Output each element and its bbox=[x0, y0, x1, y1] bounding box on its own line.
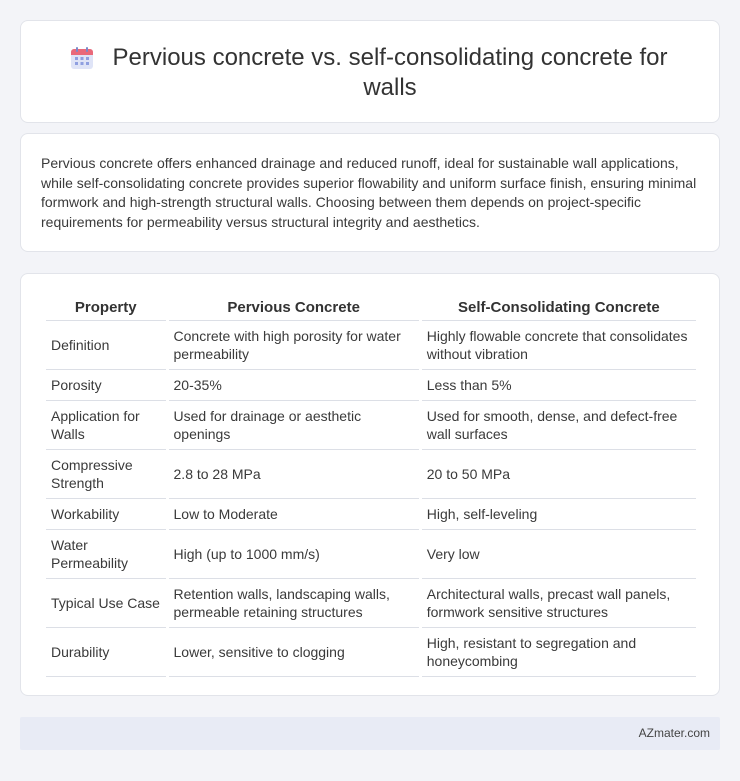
cell-scc: Very low bbox=[422, 530, 696, 579]
cell-pervious: Low to Moderate bbox=[169, 499, 419, 530]
cell-scc: Used for smooth, dense, and defect-free wall surfaces bbox=[422, 401, 696, 450]
cell-pervious: Concrete with high porosity for water permeability bbox=[169, 321, 419, 370]
page-title: Pervious concrete vs. self-consolidating concrete for walls bbox=[112, 44, 668, 101]
header-scc: Self-Consolidating Concrete bbox=[422, 294, 696, 321]
footer-site-link[interactable]: AZmater.com bbox=[638, 726, 710, 740]
table-row bbox=[46, 321, 696, 370]
table-row bbox=[46, 370, 696, 401]
header-property: Property bbox=[46, 294, 166, 321]
table-row bbox=[46, 401, 696, 450]
cell-scc: High, self-leveling bbox=[422, 499, 696, 530]
table-row bbox=[46, 579, 696, 628]
cell-property: Compressive Strength bbox=[46, 450, 166, 499]
footer-bar bbox=[20, 717, 720, 750]
cell-pervious: Lower, sensitive to clogging bbox=[169, 628, 419, 677]
comparison-table bbox=[43, 294, 699, 677]
comparison-card bbox=[20, 273, 720, 696]
cell-property: Application for Walls bbox=[46, 401, 166, 450]
cell-scc: 20 to 50 MPa bbox=[422, 450, 696, 499]
table-row bbox=[46, 450, 696, 499]
table-row bbox=[46, 530, 696, 579]
cell-property: Durability bbox=[46, 628, 166, 677]
cell-property: Porosity bbox=[46, 370, 166, 401]
cell-pervious: 2.8 to 28 MPa bbox=[169, 450, 419, 499]
cell-property: Typical Use Case bbox=[46, 579, 166, 628]
header-pervious: Pervious Concrete bbox=[169, 294, 419, 321]
intro-card bbox=[20, 133, 720, 252]
cell-property: Water Permeability bbox=[46, 530, 166, 579]
cell-scc: Less than 5% bbox=[422, 370, 696, 401]
table-row bbox=[46, 628, 696, 677]
cell-pervious: High (up to 1000 mm/s) bbox=[169, 530, 419, 579]
intro-paragraph: Pervious concrete offers enhanced drainage and reduced runoff, ideal for sustainable wall applications, while self-consolidating concrete provides superior flowability and uniform surface finish, ensuring minimal formwork and high-strength structural walls. Choosing between them depends on project-specific requirements for permeability versus structural integrity and aesthetics. bbox=[41, 155, 697, 230]
cell-scc: Architectural walls, precast wall panels, formwork sensitive structures bbox=[422, 579, 696, 628]
cell-property: Definition bbox=[46, 321, 166, 370]
cell-pervious: Retention walls, landscaping walls, permeable retaining structures bbox=[169, 579, 419, 628]
cell-pervious: 20-35% bbox=[169, 370, 419, 401]
cell-pervious: Used for drainage or aesthetic openings bbox=[169, 401, 419, 450]
cell-scc: Highly flowable concrete that consolidates without vibration bbox=[422, 321, 696, 370]
title-card bbox=[20, 20, 720, 123]
table-row bbox=[46, 499, 696, 530]
cell-scc: High, resistant to segregation and honeycombing bbox=[422, 628, 696, 677]
cell-property: Workability bbox=[46, 499, 166, 530]
table-header-row bbox=[46, 294, 696, 321]
